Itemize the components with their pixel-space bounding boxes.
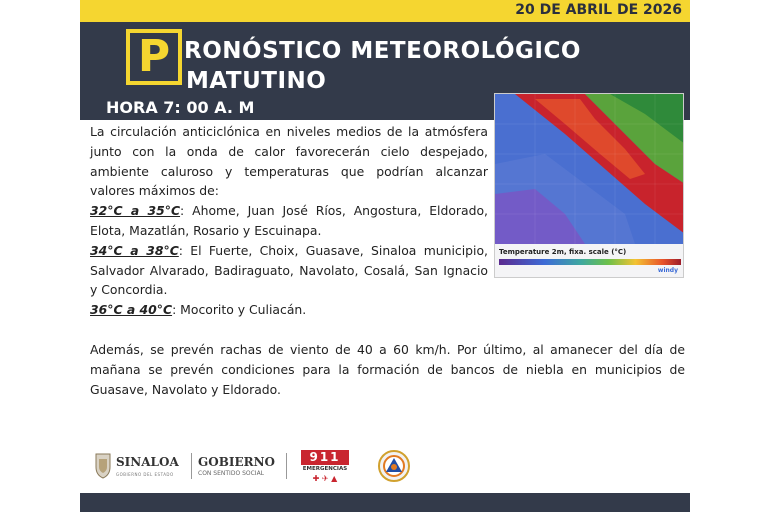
logo-divider (191, 453, 192, 479)
e911-icons: ✚ ✈ ▲ (312, 474, 338, 483)
emergencias-911-logo (301, 450, 349, 484)
forecast-date: 20 DE ABRIL DE 2026 (515, 2, 682, 18)
gobierno-logo-text: GOBIERNO (198, 455, 275, 469)
range-paragraph-3 (90, 300, 488, 320)
range-paragraph-2 (90, 241, 488, 300)
title-line-2: MATUTINO (186, 68, 327, 94)
closing-paragraph: Además, se prevén rachas de viento de 40 a 60 km/h. Por último, al amanecer del día de mañana se prevén condiciones para la formación de bancos de niebla en municipios de Guasave, Navolato y Eldorado. (90, 342, 685, 397)
sinaloa-shield-icon (94, 451, 112, 479)
intro-paragraph: La circulación anticiclónica en niveles medios de la atmósfera junto con la onda de calor favorecerán cielo despejado, ambiente caluroso y temperaturas que podrían alcanzar valores máximos de: (90, 124, 488, 199)
e911-label: EMERGENCIAS (302, 466, 348, 472)
gobierno-logo-subtext: CON SENTIDO SOCIAL (198, 470, 265, 477)
temperature-map (494, 93, 684, 278)
logo-divider (286, 453, 287, 479)
range-3-label: 36°C a 40°C (90, 302, 173, 318)
bottom-bar (80, 493, 690, 512)
logo-row (94, 448, 674, 488)
title-initial-box: P (126, 29, 182, 85)
title-line-1: RONÓSTICO METEOROLÓGICO (184, 38, 581, 64)
forecast-text (90, 122, 488, 320)
e911-number: 911 (301, 450, 349, 465)
range-1-label: 32°C a 35°C (90, 203, 181, 219)
range-2-places: : El Fuerte, Choix, Guasave, Sinaloa municipio, Salvador Alvarado, Badiraguato, Navolato, Cosalá, San Ignacio y Concordia. (90, 242, 488, 298)
sinaloa-logo-text: SINALOA (116, 455, 179, 469)
forecast-card (80, 0, 690, 512)
range-2-label: 34°C a 38°C (90, 242, 179, 258)
map-legend-title: Temperature 2m, fixa. scale (°C) (499, 248, 627, 256)
range-paragraph-1 (90, 201, 488, 241)
range-3-places: : Mocorito y Culiacán. (172, 302, 307, 318)
forecast-time: HORA 7: 00 A. M (106, 98, 255, 117)
proteccion-civil-logo-icon (378, 450, 410, 482)
map-brand: windy (657, 267, 678, 274)
top-yellow-bar (80, 0, 690, 22)
sinaloa-logo-subtext: GOBIERNO DEL ESTADO (116, 472, 174, 477)
range-1-places: : Ahome, Juan José Ríos, Angostura, Eldorado, Elota, Mazatlán, Rosario y Escuinapa. (90, 203, 488, 238)
